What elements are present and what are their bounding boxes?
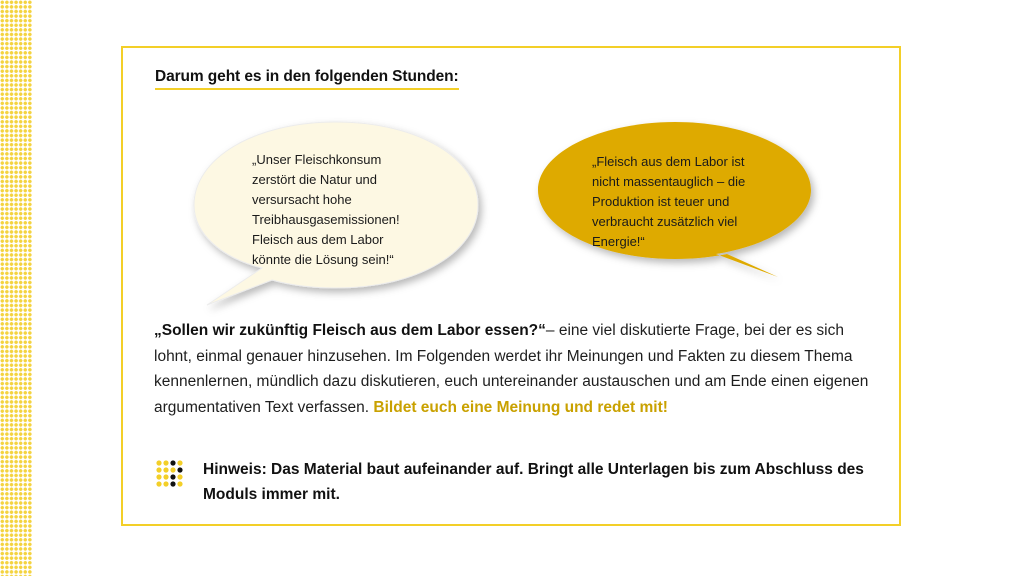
bubble-right-line: verbraucht zusätzlich viel (592, 214, 738, 229)
bubble-left-line: versursacht hohe (252, 192, 352, 207)
bubble-left-line: könnte die Lösung sein!“ (252, 252, 394, 267)
intro-paragraph (154, 318, 874, 420)
bubble-right-line: Energie!“ (592, 234, 645, 249)
bubble-left-line: Fleisch aus dem Labor (252, 232, 384, 247)
bubble-right-line: Produktion ist teuer und (592, 194, 730, 209)
call-to-action: Bildet euch eine Meinung und redet mit! (373, 398, 668, 416)
page-heading: Darum geht es in den folgenden Stunden: (155, 68, 459, 90)
hint-note: Hinweis: Das Material baut aufeinander auf. Bringt alle Unterlagen bis zum Abschluss des Moduls immer mit. (203, 461, 864, 503)
bubble-left-line: „Unser Fleischkonsum (252, 152, 382, 167)
bubble-left-text (252, 150, 452, 270)
intro-question: „Sollen wir zukünftig Fleisch aus dem Labor essen?“ (154, 322, 546, 339)
bubble-right-text (592, 152, 777, 252)
intro-text: – eine viel diskutierte Frage, bei der es sich lohnt, einmal genauer hinzusehen. Im Folgenden werdet ihr Meinungen und Fakten zu diesem Thema kennenlernen, mündlich dazu diskutieren, euch untereinander austauschen und am Ende einen eigenen argumentativen Text verfassen. (154, 322, 869, 416)
dot-grid-icon (155, 459, 185, 491)
bubble-right-line: nicht massentauglich – die (592, 174, 746, 189)
bubble-left-line: Treibhausgasemissionen! (252, 212, 400, 227)
bubble-left-line: zerstört die Natur und (252, 172, 378, 187)
bubble-right-line: „Fleisch aus dem Labor ist (592, 154, 745, 169)
